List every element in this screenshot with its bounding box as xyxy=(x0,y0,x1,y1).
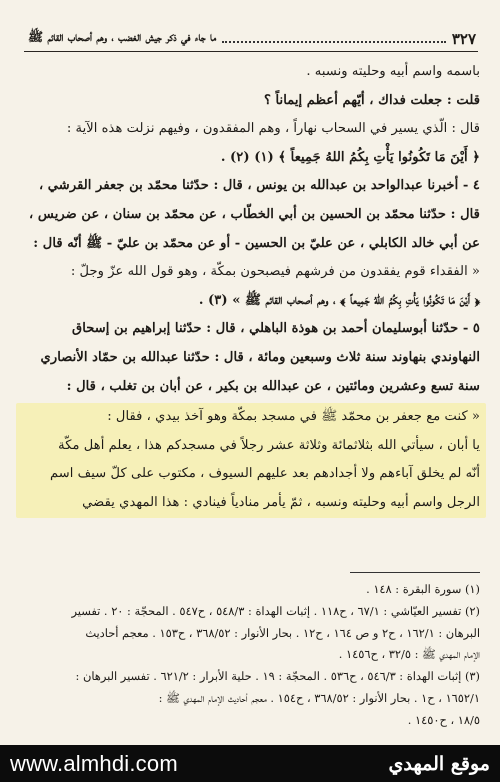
site-logo-text: موقع المهدي xyxy=(388,752,490,775)
page-body xyxy=(22,58,480,518)
body-line: سنة تسع وعشرين ومائتين ، عن عبدالله بن بكير ، عن أبان بن تغلب ، قال : xyxy=(66,378,480,394)
body-line: « الفقداء قوم يفقدون من فرشهم فيصبحون بمكّة ، وهو قول الله عزّ وجلّ : xyxy=(70,264,480,280)
footnote-line: (٢) تفسير العيّاشي : ٦٧/١ ، ح١١٨ . إثبات الهداة : ٥٤٨/٣ ، ح٥٤٧ . المحجّة : ٢٠ . تفسير xyxy=(71,603,480,618)
highlighted-line: « كنت مع جعفر بن محمّد ﷺ في مسجد بمكّة وهو آخذ بيدي ، فقال : xyxy=(107,409,480,425)
highlighted-line: الرجل واسم أبيه وحليته ونسبه ، ثمّ يأمر منادياً فينادي : هذا المهدي يقضي xyxy=(82,494,480,510)
footnote-line: (١) سورة البقرة : ١٤٨ . xyxy=(366,582,480,596)
body-line: ٥ - حدّثنا أبوسليمان أحمد بن هوذة الباهلي ، قال : حدّثنا إبراهيم بن إسحاق xyxy=(71,321,480,337)
quran-verse: ﴿ أَيْنَ مَا تَكُونُوا يَأْتِ بِكُمُ اللهُ جَمِيعاً ﴾ ، وهم أصحاب القائم ﷺ » (٣) . xyxy=(198,292,480,308)
footnote-line: ١٦٥٢/١ ، ح١ . بحار الأنوار : ٣٦٨/٥٢ ، ح١٥٤ . معجم أحاديث الإمام المهدي ﷺ : xyxy=(158,690,480,705)
highlighted-line: أنّه لم يخلق آباءهم ولا أجدادهم بعد عليهم السيوف ، مكتوب على كلّ سيف اسم xyxy=(49,466,480,482)
footnotes xyxy=(22,572,480,732)
body-line: ٤ - أخبرنا عبدالواحد بن عبدالله بن يونس ، قال : حدّثنا محمّد بن جعفر القرشي ، xyxy=(38,178,480,194)
running-title: ما جاء في ذكر جيش الغضب ، وهم أصحاب القائم ﷺ xyxy=(28,29,217,44)
footnote-line: البرهان : ١٦٢/١ ، ح٢ و ص ١٦٤ ، ح١٢ . بحار الأنوار : ٣٦٨/٥٢ ، ح١٥٣ . معجم أحاديث xyxy=(85,625,480,640)
highlighted-passage xyxy=(16,403,486,517)
footnote-line: الإمام المهدي ﷺ : ٣٢/٥ ، ح١٤٥٦ . xyxy=(338,647,480,662)
body-line: النهاوندي بنهاوند سنة ثلاث وسبعين ومائة ، قال : حدّثنا عبدالله بن حمّاد الأنصاري xyxy=(40,349,480,365)
body-line: عن أبي خالد الكابلي ، عن عليّ بن الحسين - أو عن محمّد بن عليّ - ﷺ أنّه قال : xyxy=(33,235,480,251)
header-rule xyxy=(24,51,478,52)
running-header xyxy=(28,26,476,48)
site-footer-bar xyxy=(0,745,500,782)
highlighted-line: يا أبان ، سيأتي الله بثلاثمائة وثلاثة عشر رجلاً في مسجدكم هذا ، يعلم أهل مكّة xyxy=(58,437,480,453)
body-line: قلت : جعلت فداك ، أيّهم أعظم إيماناً ؟ xyxy=(263,92,480,108)
quran-verse: ﴿ أَيْنَ مَا تَكُونُوا يَأْتِ بِكُمُ اللهُ جَمِيعاً ﴾ (١) (٢) . xyxy=(220,149,480,165)
header-leader-dots xyxy=(222,41,446,43)
footnote-line: ١٨/٥ ، ح١٤٥٠ . xyxy=(407,712,480,727)
footnote-line: (٣) إثبات الهداة : ٥٤٦/٣ ، ح٥٣٦ . المحجّة : ١٩ . حلية الأبرار : ٦٢١/٢ . تفسير البرهان : xyxy=(75,669,480,684)
page-number: ٣٢٧ xyxy=(451,30,476,48)
body-line: قال : حدّثنا محمّد بن الحسين بن أبي الخطّاب ، عن محمّد بن سنان ، عن ضريس ، xyxy=(29,206,480,222)
footnote-rule xyxy=(350,572,480,573)
body-line: قال : الّذي يسير في السحاب نهاراً ، وهم المفقدون ، وفيهم نزلت هذه الآية : xyxy=(66,121,480,137)
site-url-link[interactable]: www.almhdi.com xyxy=(10,750,178,776)
body-line: باسمه واسم أبيه وحليته ونسبه . xyxy=(306,64,480,79)
